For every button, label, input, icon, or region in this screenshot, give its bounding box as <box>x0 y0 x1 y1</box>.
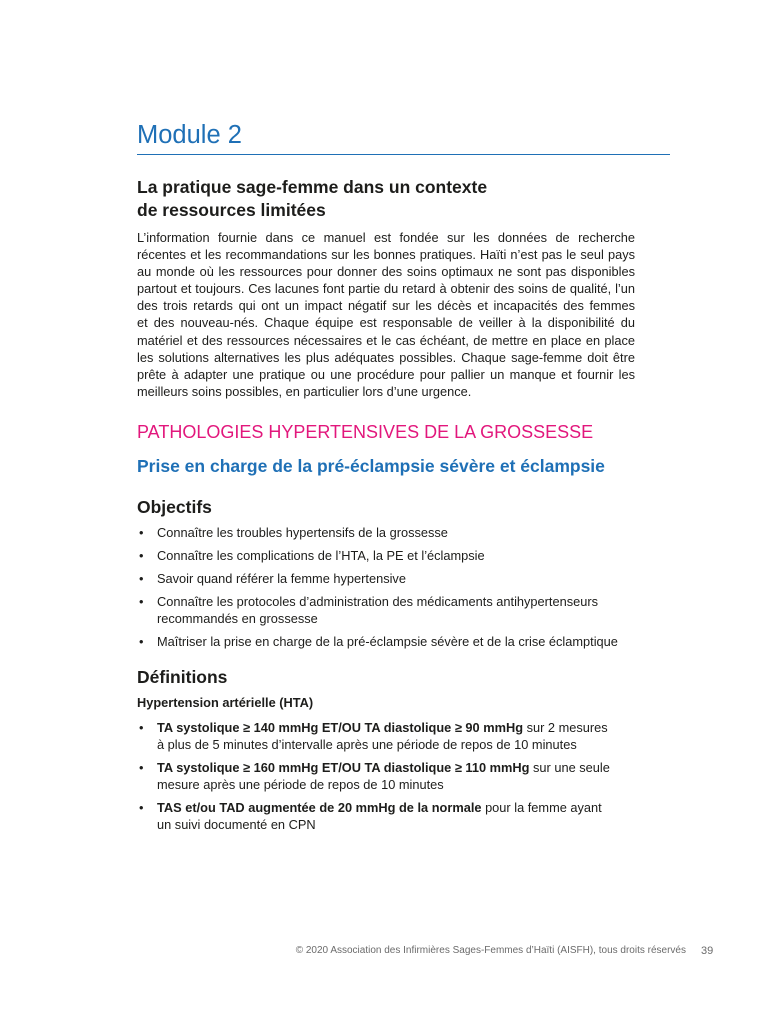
paragraph-line: matériel et des ressources nécessaires et le cas échéant, de mettre en place en place <box>137 332 635 348</box>
paragraph-line: prête à adapter une pratique ou une procédure pour pallier un manque et fournir les <box>137 366 635 382</box>
bullet-marker <box>139 799 143 816</box>
paragraph-line: les solutions alternatives les plus adéquates possibles. Chaque sage-femme doit être <box>137 349 635 365</box>
bullet-marker <box>139 570 143 587</box>
intro-paragraph <box>137 229 635 400</box>
paragraph-line: récentes et les recommandations sur les bonnes pratiques. Haïti n’est pas le seul pays <box>137 247 635 263</box>
definition-line <box>157 719 610 736</box>
definition-line <box>157 759 610 776</box>
definition-criterion: TA systolique ≥ 160 mmHg ET/OU TA diastolique ≥ 110 mmHg <box>157 760 530 775</box>
definition-continuation: un suivi documenté en CPN <box>157 817 316 832</box>
definitions-list <box>137 719 610 839</box>
paragraph-line: au monde où les ressources pour donner des soins optimaux ne sont pas disponibles <box>137 264 635 280</box>
definitions-heading: Définitions <box>137 667 228 687</box>
list-item-text: recommandés en grossesse <box>157 611 318 626</box>
list-item <box>137 570 618 587</box>
paragraph-line: des trois retards qui ont un impact négatif sur les décès et incapacités des femmes <box>137 298 635 314</box>
bullet-marker <box>139 593 143 610</box>
bullet-marker <box>139 719 143 736</box>
section-title-line: La pratique sage-femme dans un contexte <box>137 177 488 197</box>
section-title-line: de ressources limitées <box>137 200 326 220</box>
list-item-text: Maîtriser la prise en charge de la pré-éclampsie sévère et de la crise éclamptique <box>157 634 618 649</box>
module-title: Module 2 <box>137 121 242 149</box>
paragraph-line: et des nouveau-nés. Chaque équipe est responsable de veiller à la disponibilité du <box>137 315 635 331</box>
bullet-marker <box>139 633 143 650</box>
definition-item <box>137 759 610 793</box>
bullet-marker <box>139 759 143 776</box>
footer-copyright: © 2020 Association des Infirmières Sages-Femmes d’Haïti (AISFH), tous droits réservés <box>295 945 686 956</box>
bullet-marker <box>139 547 143 564</box>
list-item <box>137 547 618 564</box>
paragraph-line: partout et toujours. Ces lacunes font partie du retard à obtenir des soins de qualité, l’un <box>137 281 635 297</box>
objectifs-heading: Objectifs <box>137 497 212 517</box>
section-title <box>137 176 487 222</box>
pathologies-subheading: Prise en charge de la pré-éclampsie sévère et éclampsie <box>137 456 605 476</box>
objectifs-list <box>137 524 618 656</box>
paragraph-line: L’information fournie dans ce manuel est fondée sur les données de recherche <box>137 230 635 245</box>
bullet-marker <box>139 524 143 541</box>
module-title-rule <box>137 154 670 155</box>
definition-text: sur une seule <box>533 760 610 775</box>
pathologies-heading: PATHOLOGIES HYPERTENSIVES DE LA GROSSESSE <box>137 422 594 442</box>
definition-criterion: TA systolique ≥ 140 mmHg ET/OU TA diastolique ≥ 90 mmHg <box>157 720 524 735</box>
definition-text: sur 2 mesures <box>526 720 608 735</box>
definition-continuation: mesure après une période de repos de 10 minutes <box>157 777 444 792</box>
definition-item <box>137 799 610 833</box>
list-item <box>137 633 618 650</box>
list-item-text: Connaître les complications de l’HTA, la PE et l’éclampsie <box>157 548 485 563</box>
definition-line <box>157 799 610 816</box>
list-item-text: Connaître les protocoles d’administration des médicaments antihypertenseurs <box>157 594 599 609</box>
page-number: 39 <box>701 945 714 957</box>
definition-criterion: TAS et/ou TAD augmentée de 20 mmHg de la normale <box>157 800 482 815</box>
definition-item <box>137 719 610 753</box>
definition-continuation: à plus de 5 minutes d’intervalle après une période de repos de 10 minutes <box>157 737 577 752</box>
list-item <box>137 593 618 627</box>
list-item-text: Connaître les troubles hypertensifs de la grossesse <box>157 525 448 540</box>
list-item <box>137 524 618 541</box>
list-item-text: Savoir quand référer la femme hypertensive <box>157 571 406 586</box>
paragraph-line: meilleurs soins possibles, en particulier lors d’une urgence. <box>137 383 472 399</box>
definitions-subheading: Hypertension artérielle (HTA) <box>137 695 314 710</box>
definition-text: pour la femme ayant <box>485 800 602 815</box>
